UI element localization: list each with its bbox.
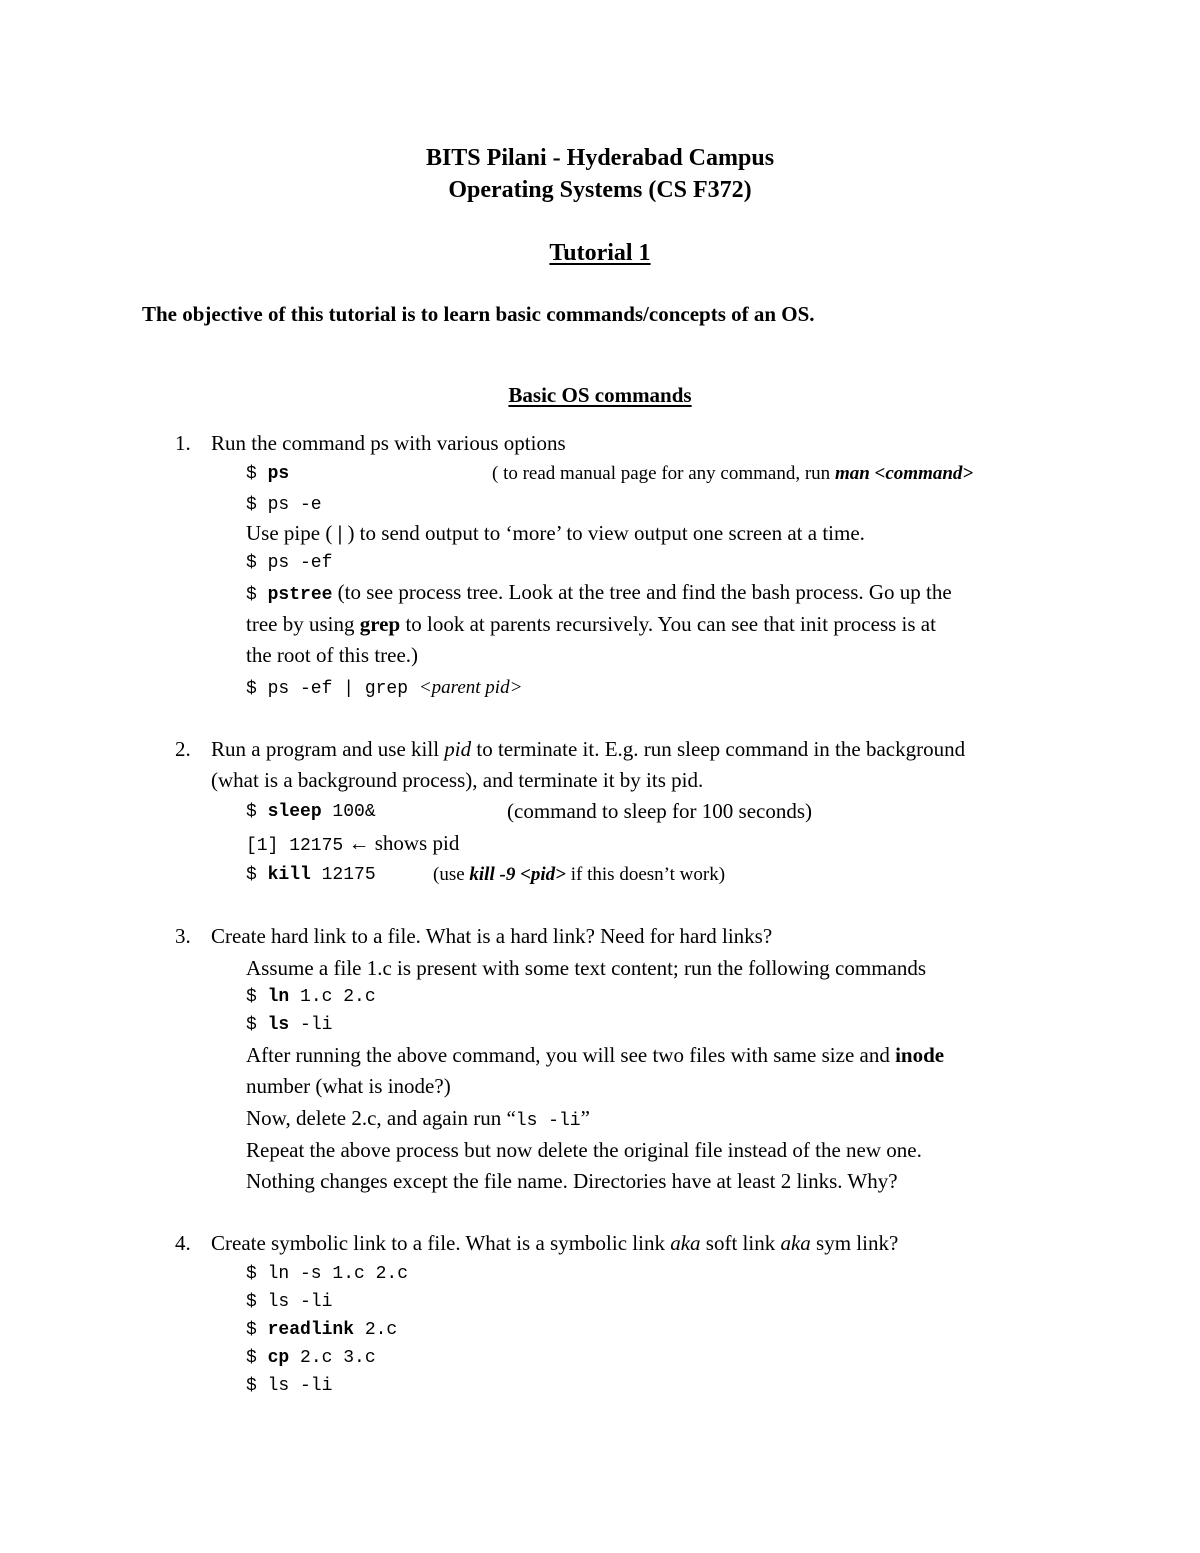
now-b: ”	[580, 1106, 590, 1130]
tutorial-title	[0, 238, 1200, 268]
inode-word: inode	[895, 1043, 945, 1067]
kill-note-a: (use	[433, 864, 470, 885]
cmd-ps-ef: $ ps -ef	[246, 553, 333, 573]
ps-note-text: ( to read manual page for any command, run	[492, 463, 835, 484]
arrow-left-icon: ←	[348, 831, 370, 855]
cmd-kill-name: kill	[267, 865, 311, 885]
nothing-line: Nothing changes except the file name. Directories have at least 2 links. Why?	[246, 1169, 898, 1193]
cmd-ps-name: ps	[267, 464, 290, 484]
kill-note	[433, 862, 725, 888]
sleep-note: (command to sleep for 100 seconds)	[507, 799, 813, 823]
pipe-note-b: ) to send output to ‘more’ to view output one screen at a time.	[342, 521, 865, 545]
pstree-line	[246, 579, 952, 608]
institution-title: BITS Pilani - Hyderabad Campus	[425, 145, 775, 171]
prompt: $	[246, 802, 268, 822]
ps-note	[492, 461, 973, 487]
item-3-text: Create hard link to a file. What is a hard link? Need for hard links?	[211, 924, 773, 948]
cmd-ls	[246, 1012, 332, 1038]
cmd-sleep-arg: 100&	[321, 802, 376, 822]
objective: The objective of this tutorial is to learn basic commands/concepts of an OS.	[142, 302, 815, 326]
grep-word: grep	[359, 612, 401, 636]
kill-note-b: kill -9 <pid>	[469, 864, 567, 885]
after-line-2: number (what is inode?)	[246, 1074, 451, 1098]
tutorial-label: Tutorial 1	[549, 240, 651, 266]
section-title	[0, 380, 1200, 410]
cmd-ln-s: $ ln -s 1.c 2.c	[246, 1264, 409, 1284]
cmd-ls-li-2: $ ls -li	[246, 1376, 333, 1396]
item-4-text-a: Create symbolic link to a file. What is a symbolic link	[211, 1231, 671, 1255]
item-2-text-2: (what is a background process), and terminate it by its pid.	[211, 768, 704, 792]
cmd-cp	[246, 1345, 376, 1371]
item-2-text	[211, 736, 965, 762]
item-1-number: 1.	[175, 431, 191, 455]
cmd-pstree: pstree	[267, 585, 333, 605]
job-line	[246, 830, 459, 859]
cmd-ls-li: $ ls -li	[246, 1292, 333, 1312]
job-note: shows pid	[369, 831, 460, 855]
cmd-ln	[246, 984, 376, 1010]
kill-note-c: if this doesn’t work)	[566, 864, 726, 885]
cmd-readlink	[246, 1317, 397, 1343]
pipe-note-a: Use pipe (	[246, 521, 338, 545]
prompt: $	[246, 987, 268, 1007]
item-2-number: 2.	[175, 737, 191, 761]
cmd-ln-name: ln	[267, 987, 290, 1007]
course-title: Operating Systems (CS F372)	[448, 177, 752, 203]
item-3-number: 3.	[175, 924, 191, 948]
cmd-grep	[246, 673, 522, 702]
cmd-kill-arg: 12175	[310, 865, 376, 885]
after-line	[246, 1042, 944, 1068]
tree-a: tree by using	[246, 612, 360, 636]
pid-word: pid	[444, 737, 472, 761]
tree-line	[246, 611, 936, 637]
tree-b: to look at parents recursively. You can see that init process is at	[400, 612, 936, 636]
after-a: After running the above command, you will see two files with same size and	[246, 1043, 896, 1067]
item-4-text-b: soft link	[700, 1231, 781, 1255]
pstree-note: (to see process tree. Look at the tree and find the bash process. Go up the	[332, 580, 952, 604]
cmd-cp-name: cp	[267, 1348, 290, 1368]
cmd-ls-arg: -li	[289, 1015, 333, 1035]
cmd-grep-text: $ ps -ef | grep	[246, 679, 419, 699]
pipe-symbol: |	[337, 521, 343, 545]
prompt: $	[246, 464, 268, 484]
root-line: the root of this tree.)	[246, 643, 419, 667]
now-cmd: ls -li	[515, 1111, 581, 1131]
aka-word: aka	[670, 1231, 701, 1255]
item-4-number: 4.	[175, 1231, 191, 1255]
prompt: $	[246, 585, 268, 605]
assume-line: Assume a file 1.c is present with some text content; run the following commands	[246, 956, 927, 980]
prompt: $	[246, 865, 268, 885]
ps-note-man: man <command>	[834, 463, 974, 484]
job-output: [1] 12175	[246, 836, 344, 856]
cmd-ls-name: ls	[267, 1015, 290, 1035]
item-2-text-a: Run a program and use kill	[211, 737, 445, 761]
item-4-text	[211, 1230, 898, 1256]
aka-word: aka	[780, 1231, 811, 1255]
section-label: Basic OS commands	[508, 383, 692, 407]
repeat-line: Repeat the above process but now delete the original file instead of the new one.	[246, 1138, 922, 1162]
cmd-sleep-name: sleep	[267, 802, 322, 822]
now-line	[246, 1105, 590, 1134]
prompt: $	[246, 1320, 268, 1340]
prompt: $	[246, 1348, 268, 1368]
cmd-readlink-name: readlink	[267, 1320, 355, 1340]
cmd-sleep	[246, 799, 376, 825]
item-2-text-b: to terminate it. E.g. run sleep command in the background	[471, 737, 966, 761]
cmd-readlink-arg: 2.c	[354, 1320, 398, 1340]
cmd-ps	[246, 461, 289, 487]
item-1-text: Run the command ps with various options	[211, 431, 566, 455]
prompt: $	[246, 1015, 268, 1035]
cmd-ln-arg: 1.c 2.c	[289, 987, 376, 1007]
cmd-kill	[246, 862, 376, 888]
pipe-note	[246, 520, 865, 546]
cmd-ps-e: $ ps -e	[246, 495, 322, 515]
cmd-grep-arg: <parent pid>	[418, 677, 523, 698]
item-4-text-c: sym link?	[810, 1231, 899, 1255]
now-a: Now, delete 2.c, and again run “	[246, 1106, 516, 1130]
cmd-cp-arg: 2.c 3.c	[289, 1348, 376, 1368]
